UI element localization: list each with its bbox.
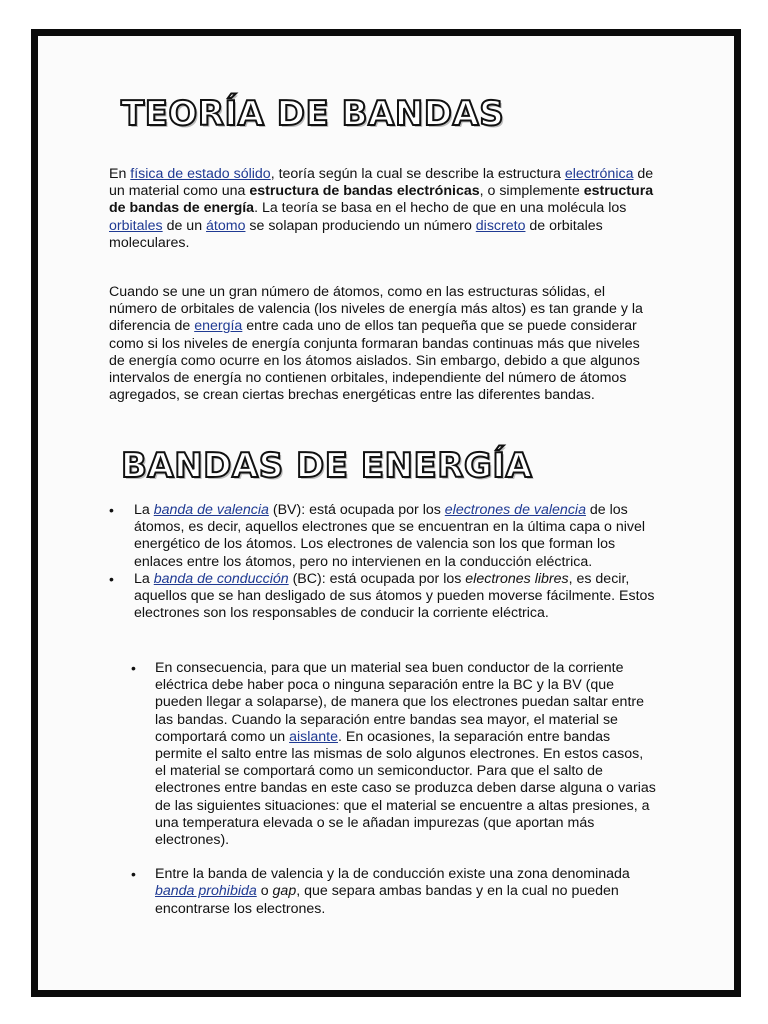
text: , o simplemente	[479, 183, 584, 200]
link-banda-de-valencia[interactable]: banda de valencia	[153, 502, 269, 518]
text: o	[256, 883, 273, 900]
text: Cuando se une un gran número de átomos, como en las estructuras sólidas, el número de orbitales de valencia (los niveles de energía más altos) es tan grande y la diferencia de	[109, 284, 643, 335]
text: . La teoría se basa en el hecho de que en una molécula los	[254, 200, 627, 217]
second-paragraph	[109, 284, 657, 404]
list-item-banda-prohibida	[109, 866, 657, 918]
nested-list	[109, 660, 657, 935]
text: , que separa ambas bandas y en la cual no pueden encontrarse los electrones.	[155, 883, 619, 917]
link-discreto[interactable]: discreto	[475, 217, 526, 234]
italic-term: electrones libres	[465, 570, 569, 587]
link-atomo[interactable]: átomo	[206, 217, 246, 234]
text: de los átomos, es decir, aquellos electrones que se encuentran en la última capa o nivel energético de los átomos. Los electrones de valencia son los que forman los enlaces entre los átomos, pero no intervienen en la conducción eléctrica.	[134, 502, 646, 570]
bold-term: estructura de bandas de energía	[109, 183, 654, 217]
text: La	[134, 570, 154, 587]
link-orbitales[interactable]: orbitales	[109, 217, 163, 234]
text: Entre la banda de valencia y la de conducción existe una zona denominada	[155, 866, 630, 883]
text: entre cada uno de ellos tan pequeña que se puede considerar como si los niveles de energía conjunta formaran bandas continuas más que niveles de energía como ocurre en los átomos aislados. Sin embargo, debido a que algunos intervalos de energía no contienen orbitales, independiente del número de átomos agregados, se crean ciertas brechas energéticas entre las diferentes bandas.	[109, 318, 640, 404]
main-heading: TEORÍA DE BANDAS	[121, 94, 505, 134]
text: de orbitales moleculares.	[109, 217, 603, 251]
text: En	[109, 166, 131, 182]
text: (BC): está ocupada por los	[288, 570, 466, 587]
text: de un material como una	[109, 166, 654, 200]
text: La	[134, 502, 154, 518]
text: En consecuencia, para que un material sea buen conductor de la corriente eléctrica debe haber poca o ninguna separación entre la BC y la BV (que pueden llegar a solaparse), de manera que los electrones puedan saltar entre las bandas. Cuando la separación entre bandas sea mayor, el material se comportará como un	[155, 660, 644, 745]
list-item-consecuencia	[109, 660, 657, 849]
section-heading: BANDAS DE ENERGÍA	[121, 446, 533, 486]
link-banda-de-conduccion[interactable]: banda de conducción	[153, 570, 289, 587]
bold-term: estructura de bandas electrónicas	[249, 183, 480, 200]
text: se solapan produciendo un número	[245, 217, 476, 234]
link-electronica[interactable]: electrónica	[564, 166, 634, 182]
link-fisica-estado-solido[interactable]: física de estado sólido	[130, 166, 271, 182]
link-banda-prohibida[interactable]: banda prohibida	[155, 883, 257, 900]
link-energia[interactable]: energía	[194, 318, 243, 335]
text: (BV): está ocupada por los	[268, 502, 445, 518]
text: , teoría según la cual se describe la estructura	[270, 166, 565, 182]
list-item-banda-valencia	[109, 502, 657, 571]
italic-term: gap	[272, 883, 297, 900]
text: de un	[162, 217, 207, 234]
list-item-banda-conduccion	[109, 571, 657, 623]
link-electrones-de-valencia[interactable]: electrones de valencia	[444, 502, 586, 518]
intro-paragraph	[109, 166, 657, 252]
text: , es decir, aquellos que se han desligado de sus átomos y pueden moverse fácilmente. Estos electrones son los responsables de conducir la corriente eléctrica.	[134, 570, 655, 622]
bands-list	[109, 502, 657, 622]
text: . En ocasiones, la separación entre bandas permite el salto entre las mismas de solo algunos electrones. En estos casos, el material se comportará como un semiconductor. Para que el salto de electrones entre bandas en este caso se produzca deben darse alguna o varias de las siguientes situaciones: que el material se encuentre a altas presiones, a una temperatura elevada o se le añadan impurezas (que aportan más electrones).	[155, 728, 656, 849]
link-aislante[interactable]: aislante	[289, 728, 338, 745]
